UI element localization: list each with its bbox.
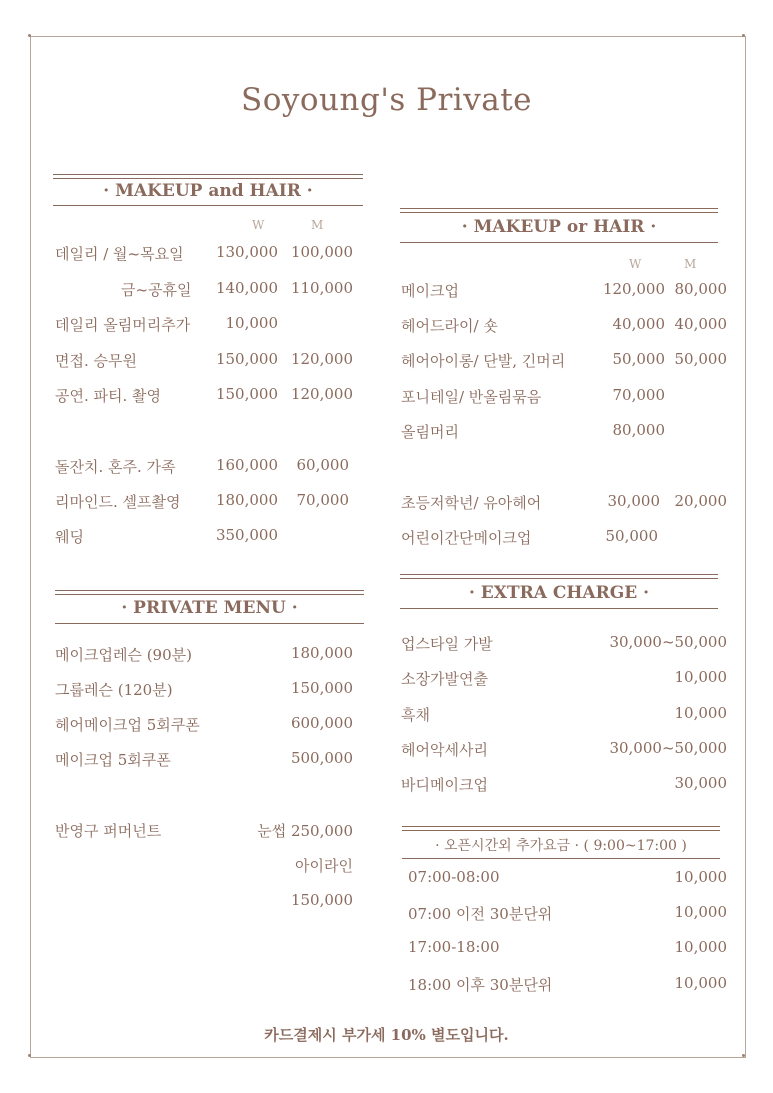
price: 180,000 xyxy=(290,644,353,662)
price-w: 140,000 xyxy=(215,279,278,297)
price-w: 70,000 xyxy=(612,386,665,404)
price: 10,000 xyxy=(674,868,727,886)
price-w: 130,000 xyxy=(215,243,278,261)
menu-item-label: 웨딩 xyxy=(55,528,84,546)
menu-item-label: 리마인드. 셀프촬영 xyxy=(55,493,181,511)
price: 600,000 xyxy=(290,714,353,732)
corner-dot xyxy=(742,1054,745,1057)
price-w: 40,000 xyxy=(612,315,665,333)
price-w: 160,000 xyxy=(215,456,278,474)
price: 30,000~50,000 xyxy=(609,633,727,651)
menu-item-label: 데일리 / 월~목요일 xyxy=(55,245,184,263)
column-header-m: M xyxy=(311,218,324,232)
price-m: 120,000 xyxy=(290,385,353,403)
price: 500,000 xyxy=(290,749,353,767)
section-rule xyxy=(55,590,364,595)
price-w: 150,000 xyxy=(215,385,278,403)
price: 10,000 xyxy=(674,974,727,992)
column-header-m: M xyxy=(684,257,697,271)
price-w: 80,000 xyxy=(612,421,665,439)
menu-item-label: 어린이간단메이크업 xyxy=(401,529,532,547)
menu-item-label: 돌잔치. 혼주. 가족 xyxy=(55,458,176,476)
time-slot-label: 07:00 이전 30분단위 xyxy=(408,905,553,923)
section-underline xyxy=(402,858,720,859)
price: 10,000 xyxy=(674,903,727,921)
menu-item-label: 포니테일/ 반올림묶음 xyxy=(401,388,542,406)
menu-item-label: 헤어악세사리 xyxy=(401,741,488,759)
menu-item-label: 금~공휴일 xyxy=(121,281,192,299)
corner-dot xyxy=(742,34,745,37)
price-m: 70,000 xyxy=(296,491,349,509)
menu-item-label: 헤어메이크업 5회쿠폰 xyxy=(55,716,200,734)
permanent-eyeline-price: 150,000 xyxy=(290,891,353,909)
corner-dot xyxy=(28,1054,31,1057)
menu-item-label: 바디메이크업 xyxy=(401,776,488,794)
menu-item-label: 공연. 파티. 촬영 xyxy=(55,387,162,405)
menu-item-label: 소장가발연출 xyxy=(401,670,488,688)
section-title-off-hours: · 오픈시간외 추가요금 · ( 9:00~17:00 ) xyxy=(435,838,687,854)
menu-item-label: 데일리 올림머리추가 xyxy=(55,316,191,334)
price: 30,000 xyxy=(674,774,727,792)
menu-item-label: 흑채 xyxy=(401,706,430,724)
section-title-makeup-or-hair: · MAKEUP or HAIR · xyxy=(461,217,657,237)
permanent-label: 반영구 퍼머넌트 xyxy=(55,822,162,840)
price: 30,000~50,000 xyxy=(609,739,727,757)
permanent-eyeline-label: 아이라인 xyxy=(295,857,353,875)
page-title: Soyoung's Private xyxy=(240,82,533,118)
section-title-private-menu: · PRIVATE MENU · xyxy=(121,598,298,618)
price-w: 180,000 xyxy=(215,491,278,509)
menu-item-label: 초등저학년/ 유아헤어 xyxy=(401,494,542,512)
price-m: 60,000 xyxy=(296,456,349,474)
section-rule xyxy=(400,208,718,213)
price-w: 150,000 xyxy=(215,350,278,368)
price-m: 40,000 xyxy=(674,315,727,333)
menu-item-label: 헤어드라이/ 숏 xyxy=(401,317,498,335)
menu-item-label: 면접. 승무원 xyxy=(55,352,137,370)
time-slot-label: 18:00 이후 30분단위 xyxy=(408,976,553,994)
menu-item-label: 그룹레슨 (120분) xyxy=(55,681,173,699)
price-m: 100,000 xyxy=(290,243,353,261)
section-rule xyxy=(402,826,720,831)
time-slot-label: 17:00-18:00 xyxy=(408,938,500,956)
menu-item-label: 헤어아이롱/ 단발, 긴머리 xyxy=(401,352,566,370)
price-w: 120,000 xyxy=(602,280,665,298)
price: 10,000 xyxy=(674,938,727,956)
section-title-makeup-and-hair: · MAKEUP and HAIR · xyxy=(103,181,313,201)
section-title-extra-charge: · EXTRA CHARGE · xyxy=(468,583,650,603)
price: 10,000 xyxy=(674,668,727,686)
corner-dot xyxy=(28,34,31,37)
menu-item-label: 메이크업레슨 (90분) xyxy=(55,646,192,664)
menu-item-label: 메이크업 xyxy=(401,282,459,300)
price-m: 50,000 xyxy=(674,350,727,368)
section-underline xyxy=(400,608,718,609)
section-underline xyxy=(55,623,364,624)
section-underline xyxy=(400,242,718,243)
column-header-w: W xyxy=(629,257,642,271)
menu-item-label: 올림머리 xyxy=(401,423,459,441)
price-w: 350,000 xyxy=(215,526,278,544)
price-w: 50,000 xyxy=(605,527,658,545)
price-m: 110,000 xyxy=(290,279,353,297)
price: 150,000 xyxy=(290,679,353,697)
section-rule xyxy=(53,174,363,179)
section-underline xyxy=(53,205,363,206)
price-m: 120,000 xyxy=(290,350,353,368)
time-slot-label: 07:00-08:00 xyxy=(408,868,500,886)
price-w: 30,000 xyxy=(607,492,660,510)
price-w: 10,000 xyxy=(225,314,278,332)
section-rule xyxy=(400,574,718,579)
price-m: 20,000 xyxy=(674,492,727,510)
menu-item-label: 메이크업 5회쿠폰 xyxy=(55,751,171,769)
permanent-eyebrow-price: 눈썹 250,000 xyxy=(257,822,353,840)
column-header-w: W xyxy=(252,218,265,232)
price: 10,000 xyxy=(674,704,727,722)
footer-note: 카드결제시 부가세 10% 별도입니다. xyxy=(264,1026,509,1044)
price-m: 80,000 xyxy=(674,280,727,298)
menu-item-label: 업스타일 가발 xyxy=(401,635,493,653)
price-w: 50,000 xyxy=(612,350,665,368)
